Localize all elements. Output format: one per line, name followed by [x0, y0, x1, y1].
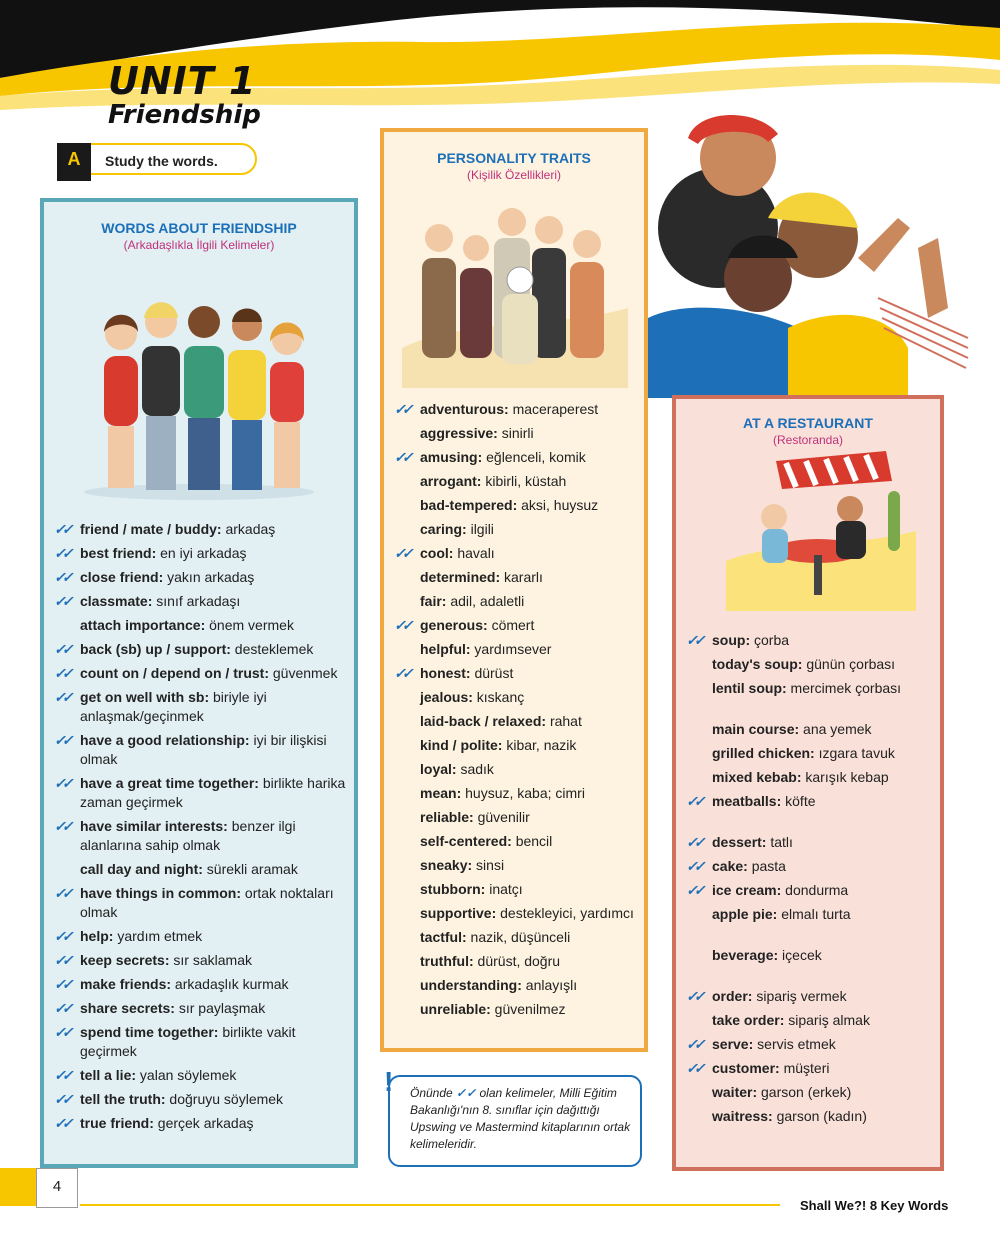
- word-item: [676, 881, 940, 900]
- unit-title: UNIT 1: [108, 59, 257, 103]
- word-term: laid-back / relaxed:: [420, 713, 547, 729]
- word-item: [676, 655, 940, 674]
- word-meaning: kibar, nazik: [502, 737, 577, 753]
- restaurant-panel: [672, 395, 944, 1171]
- word-meaning: destekleyici, yardımcı: [496, 905, 634, 921]
- check-mark-icon: ✓✓: [54, 818, 70, 834]
- check-mark-icon: ✓✓: [686, 1036, 702, 1052]
- word-meaning: iyi bir ilişkisi olmak: [80, 732, 327, 767]
- word-meaning: tatlı: [766, 834, 793, 850]
- word-term: honest:: [420, 665, 471, 681]
- word-item: [44, 774, 354, 812]
- word-meaning: köfte: [781, 793, 816, 809]
- word-meaning: gerçek arkadaş: [153, 1115, 254, 1131]
- word-meaning: yakın arkadaş: [163, 569, 255, 585]
- word-term: friend / mate / buddy:: [80, 521, 222, 537]
- word-meaning: dondurma: [781, 882, 849, 898]
- word-term: fair:: [420, 593, 447, 609]
- word-meaning: sır paylaşmak: [174, 1000, 266, 1016]
- check-mark-icon: ✓✓: [686, 793, 702, 809]
- word-item: [384, 664, 644, 683]
- word-meaning: birlikte harika zaman geçirmek: [80, 775, 346, 810]
- check-mark-icon: ✓✓: [54, 1067, 70, 1083]
- word-term: grilled chicken:: [712, 745, 815, 761]
- word-item: [44, 1066, 354, 1085]
- check-mark-icon: ✓✓: [54, 928, 70, 944]
- check-mark-icon: ✓✓: [54, 952, 70, 968]
- word-term: caring:: [420, 521, 467, 537]
- word-meaning: inatçı: [485, 881, 523, 897]
- check-mark-icon: ✓✓: [456, 1086, 477, 1100]
- word-meaning: sipariş almak: [784, 1012, 870, 1028]
- footer-rule: [80, 1204, 780, 1206]
- word-item: [44, 731, 354, 769]
- group-spacer: [676, 703, 940, 720]
- group-spacer: [676, 929, 940, 946]
- word-meaning: huysuz, kaba; cimri: [461, 785, 585, 801]
- word-term: adventurous:: [420, 401, 509, 417]
- word-item: [676, 987, 940, 1006]
- check-mark-icon: ✓✓: [686, 834, 702, 850]
- word-meaning: anlayışlı: [521, 977, 578, 993]
- word-item: [384, 808, 644, 827]
- word-term: today's soup:: [712, 656, 803, 672]
- personality-group-illustration: [402, 198, 628, 388]
- word-term: close friend:: [80, 569, 164, 585]
- word-item: [676, 1059, 940, 1078]
- word-meaning: eğlenceli, komik: [482, 449, 586, 465]
- word-term: soup:: [712, 632, 751, 648]
- word-item: [384, 496, 644, 515]
- check-mark-icon: ✓✓: [394, 665, 410, 681]
- word-meaning: mercimek çorbası: [786, 680, 902, 696]
- word-meaning: kıskanç: [472, 689, 525, 705]
- info-note: [384, 1066, 642, 1167]
- word-meaning: arkadaş: [221, 521, 276, 537]
- word-meaning: karışık kebap: [801, 769, 889, 785]
- word-term: mean:: [420, 785, 462, 801]
- word-item: [384, 400, 644, 419]
- word-meaning: rahat: [546, 713, 582, 729]
- word-item: [44, 592, 354, 611]
- friendship-panel: [40, 198, 358, 1168]
- word-meaning: sadık: [456, 761, 494, 777]
- word-term: keep secrets:: [80, 952, 170, 968]
- word-item: [676, 768, 940, 787]
- word-term: mixed kebab:: [712, 769, 802, 785]
- word-term: true friend:: [80, 1115, 154, 1131]
- word-meaning: sürekli aramak: [202, 861, 298, 877]
- word-meaning: içecek: [778, 947, 822, 963]
- word-item: [384, 904, 644, 923]
- word-item: [384, 760, 644, 779]
- word-term: have a good relationship:: [80, 732, 250, 748]
- word-item: [44, 951, 354, 970]
- word-item: [384, 688, 644, 707]
- word-term: take order:: [712, 1012, 785, 1028]
- check-mark-icon: ✓✓: [54, 569, 70, 585]
- word-meaning: havalı: [453, 545, 495, 561]
- word-meaning: birlikte vakit geçirmek: [80, 1024, 296, 1059]
- word-meaning: kararlı: [500, 569, 543, 585]
- word-item: [676, 1035, 940, 1054]
- word-item: [384, 472, 644, 491]
- word-term: supportive:: [420, 905, 497, 921]
- word-meaning: yardım etmek: [113, 928, 203, 944]
- word-item: [44, 860, 354, 879]
- word-term: bad-tempered:: [420, 497, 518, 513]
- page-color-strip: [0, 1168, 36, 1206]
- personality-subtitle: (Kişilik Özellikleri): [466, 168, 561, 182]
- check-mark-icon: ✓✓: [54, 593, 70, 609]
- group-spacer: [676, 816, 940, 833]
- check-mark-icon: ✓✓: [686, 1060, 702, 1076]
- word-term: reliable:: [420, 809, 474, 825]
- check-mark-icon: ✓✓: [686, 988, 702, 1004]
- word-term: have similar interests:: [80, 818, 228, 834]
- word-meaning: cömert: [487, 617, 535, 633]
- check-mark-icon: ✓✓: [54, 885, 70, 901]
- footer-title: Shall We?! 8 Key Words: [800, 1198, 949, 1213]
- word-term: truthful:: [420, 953, 474, 969]
- word-item: [384, 568, 644, 587]
- check-mark-icon: ✓✓: [54, 689, 70, 705]
- word-term: back (sb) up / support:: [80, 641, 231, 657]
- word-item: [384, 640, 644, 659]
- word-term: aggressive:: [420, 425, 498, 441]
- word-meaning: arkadaşlık kurmak: [171, 976, 289, 992]
- word-meaning: ızgara tavuk: [814, 745, 895, 761]
- word-item: [44, 1090, 354, 1109]
- word-meaning: maceraperest: [508, 401, 599, 417]
- word-item: [384, 616, 644, 635]
- task-instruction: [57, 143, 259, 177]
- word-item: [44, 1114, 354, 1133]
- check-mark-icon: ✓✓: [54, 1000, 70, 1016]
- check-mark-icon: ✓✓: [686, 882, 702, 898]
- word-item: [384, 832, 644, 851]
- word-item: [676, 1011, 940, 1030]
- check-mark-icon: ✓✓: [54, 545, 70, 561]
- word-term: jealous:: [420, 689, 473, 705]
- word-term: ice cream:: [712, 882, 782, 898]
- word-meaning: sinsi: [472, 857, 505, 873]
- word-item: [44, 640, 354, 659]
- word-term: beverage:: [712, 947, 779, 963]
- word-term: tactful:: [420, 929, 467, 945]
- word-meaning: servis etmek: [753, 1036, 836, 1052]
- restaurant-subtitle: (Restoranda): [772, 433, 844, 447]
- word-term: spend time together:: [80, 1024, 219, 1040]
- check-mark-icon: ✓✓: [394, 617, 410, 633]
- word-term: have things in common:: [80, 885, 242, 901]
- group-spacer: [676, 970, 940, 987]
- word-meaning: güvenmek: [268, 665, 338, 681]
- friendship-word-list: [44, 520, 354, 1138]
- word-item: [44, 884, 354, 922]
- word-item: [44, 616, 354, 635]
- exclamation-icon: !: [384, 1066, 394, 1097]
- word-item: [384, 880, 644, 899]
- word-meaning: yalan söylemek: [136, 1067, 237, 1083]
- word-meaning: aksi, huysuz: [517, 497, 599, 513]
- word-meaning: ana yemek: [799, 721, 872, 737]
- word-term: have a great time together:: [80, 775, 259, 791]
- word-term: tell the truth:: [80, 1091, 166, 1107]
- restaurant-title: AT A RESTAURANT: [743, 415, 873, 431]
- word-item: [384, 424, 644, 443]
- note-text-after: olan kelimeler, Milli Eğitim Bakanlığı'nın 8. sınıflar için dağıttığı Upswing ve Mastermind kitaplarının ortak kelimeleridir.: [410, 1086, 631, 1151]
- word-meaning: yardımsever: [470, 641, 552, 657]
- word-term: helpful:: [420, 641, 471, 657]
- word-meaning: garson (erkek): [757, 1084, 852, 1100]
- cheering-crowd-illustration: [648, 108, 978, 398]
- word-item: [384, 856, 644, 875]
- word-item: [44, 817, 354, 855]
- word-meaning: önem vermek: [205, 617, 294, 633]
- word-item: [44, 999, 354, 1018]
- word-term: waitress:: [712, 1108, 773, 1124]
- word-item: [676, 792, 940, 811]
- word-item: [676, 720, 940, 739]
- word-item: [676, 833, 940, 852]
- task-text: Study the words.: [87, 143, 257, 175]
- word-item: [44, 975, 354, 994]
- word-meaning: kibirli, küstah: [481, 473, 567, 489]
- word-meaning: ortak noktaları olmak: [80, 885, 334, 920]
- word-item: [44, 664, 354, 683]
- word-term: lentil soup:: [712, 680, 787, 696]
- word-item: [384, 928, 644, 947]
- word-term: sneaky:: [420, 857, 473, 873]
- personality-title: PERSONALITY TRAITS: [437, 150, 591, 166]
- friends-group-illustration: [64, 266, 334, 502]
- word-meaning: sipariş vermek: [752, 988, 847, 1004]
- word-term: dessert:: [712, 834, 767, 850]
- unit-subtitle: Friendship: [108, 100, 261, 130]
- word-item: [384, 736, 644, 755]
- check-mark-icon: ✓✓: [54, 775, 70, 791]
- word-item: [44, 568, 354, 587]
- word-item: [676, 946, 940, 965]
- note-text-before: Önünde: [410, 1086, 453, 1100]
- check-mark-icon: ✓✓: [394, 401, 410, 417]
- word-meaning: desteklemek: [230, 641, 314, 657]
- word-item: [676, 905, 940, 924]
- word-term: tell a lie:: [80, 1067, 137, 1083]
- word-term: attach importance:: [80, 617, 206, 633]
- word-meaning: sınıf arkadaşı: [152, 593, 241, 609]
- check-mark-icon: ✓✓: [394, 545, 410, 561]
- word-meaning: çorba: [750, 632, 790, 648]
- word-meaning: sır saklamak: [169, 952, 252, 968]
- check-mark-icon: ✓✓: [54, 1024, 70, 1040]
- word-term: customer:: [712, 1060, 780, 1076]
- word-meaning: en iyi arkadaş: [156, 545, 247, 561]
- word-term: serve:: [712, 1036, 754, 1052]
- word-term: determined:: [420, 569, 501, 585]
- word-item: [384, 448, 644, 467]
- word-term: main course:: [712, 721, 800, 737]
- word-item: [384, 952, 644, 971]
- word-term: help:: [80, 928, 114, 944]
- check-mark-icon: ✓✓: [54, 1091, 70, 1107]
- word-meaning: ilgili: [466, 521, 494, 537]
- word-meaning: biriyle iyi anlaşmak/geçinmek: [80, 689, 267, 724]
- word-item: [384, 592, 644, 611]
- word-term: cool:: [420, 545, 454, 561]
- word-item: [384, 1000, 644, 1019]
- task-letter-badge: A: [57, 143, 91, 181]
- word-meaning: güvenilir: [473, 809, 530, 825]
- word-meaning: sinirli: [497, 425, 534, 441]
- friendship-title: WORDS ABOUT FRIENDSHIP: [101, 220, 297, 236]
- word-term: meatballs:: [712, 793, 782, 809]
- friendship-subtitle: (Arkadaşlıkla İlgili Kelimeler): [123, 238, 275, 252]
- word-item: [44, 688, 354, 726]
- restaurant-word-list: [676, 631, 940, 1131]
- word-term: understanding:: [420, 977, 522, 993]
- word-item: [676, 679, 940, 698]
- word-item: [676, 857, 940, 876]
- check-mark-icon: ✓✓: [686, 858, 702, 874]
- word-meaning: adil, adaletli: [446, 593, 525, 609]
- word-item: [44, 520, 354, 539]
- word-term: stubborn:: [420, 881, 486, 897]
- word-meaning: günün çorbası: [802, 656, 896, 672]
- check-mark-icon: ✓✓: [54, 641, 70, 657]
- word-term: generous:: [420, 617, 488, 633]
- word-term: kind / polite:: [420, 737, 503, 753]
- word-item: [384, 784, 644, 803]
- word-item: [676, 1107, 940, 1126]
- check-mark-icon: ✓✓: [54, 976, 70, 992]
- word-meaning: garson (kadın): [772, 1108, 867, 1124]
- word-term: apple pie:: [712, 906, 778, 922]
- page-number: 4: [36, 1168, 78, 1208]
- word-term: waiter:: [712, 1084, 758, 1100]
- word-meaning: dürüst, doğru: [473, 953, 561, 969]
- word-term: get on well with sb:: [80, 689, 210, 705]
- word-term: make friends:: [80, 976, 172, 992]
- word-meaning: müşteri: [779, 1060, 830, 1076]
- word-term: order:: [712, 988, 753, 1004]
- personality-word-list: [384, 400, 644, 1024]
- check-mark-icon: ✓✓: [54, 521, 70, 537]
- word-item: [44, 927, 354, 946]
- word-item: [676, 631, 940, 650]
- word-item: [384, 976, 644, 995]
- word-item: [384, 520, 644, 539]
- personality-panel: [380, 128, 648, 1052]
- word-term: classmate:: [80, 593, 153, 609]
- word-meaning: güvenilmez: [490, 1001, 566, 1017]
- word-term: cake:: [712, 858, 748, 874]
- word-term: arrogant:: [420, 473, 482, 489]
- word-meaning: elmalı turta: [777, 906, 851, 922]
- word-item: [676, 1083, 940, 1102]
- word-meaning: bencil: [511, 833, 553, 849]
- word-meaning: nazik, düşünceli: [466, 929, 571, 945]
- check-mark-icon: ✓✓: [54, 732, 70, 748]
- word-item: [44, 1023, 354, 1061]
- word-term: loyal:: [420, 761, 457, 777]
- word-term: self-centered:: [420, 833, 512, 849]
- word-term: share secrets:: [80, 1000, 175, 1016]
- word-meaning: benzer ilgi alanlarına sahip olmak: [80, 818, 296, 853]
- check-mark-icon: ✓✓: [686, 632, 702, 648]
- word-term: call day and night:: [80, 861, 203, 877]
- word-item: [384, 544, 644, 563]
- check-mark-icon: ✓✓: [54, 1115, 70, 1131]
- check-mark-icon: ✓✓: [394, 449, 410, 465]
- word-meaning: dürüst: [470, 665, 514, 681]
- word-term: unreliable:: [420, 1001, 491, 1017]
- restaurant-illustration: [716, 451, 916, 611]
- check-mark-icon: ✓✓: [54, 665, 70, 681]
- word-item: [384, 712, 644, 731]
- word-item: [44, 544, 354, 563]
- word-term: best friend:: [80, 545, 157, 561]
- word-item: [676, 744, 940, 763]
- word-term: count on / depend on / trust:: [80, 665, 269, 681]
- word-meaning: pasta: [747, 858, 786, 874]
- word-term: amusing:: [420, 449, 483, 465]
- word-meaning: doğruyu söylemek: [165, 1091, 284, 1107]
